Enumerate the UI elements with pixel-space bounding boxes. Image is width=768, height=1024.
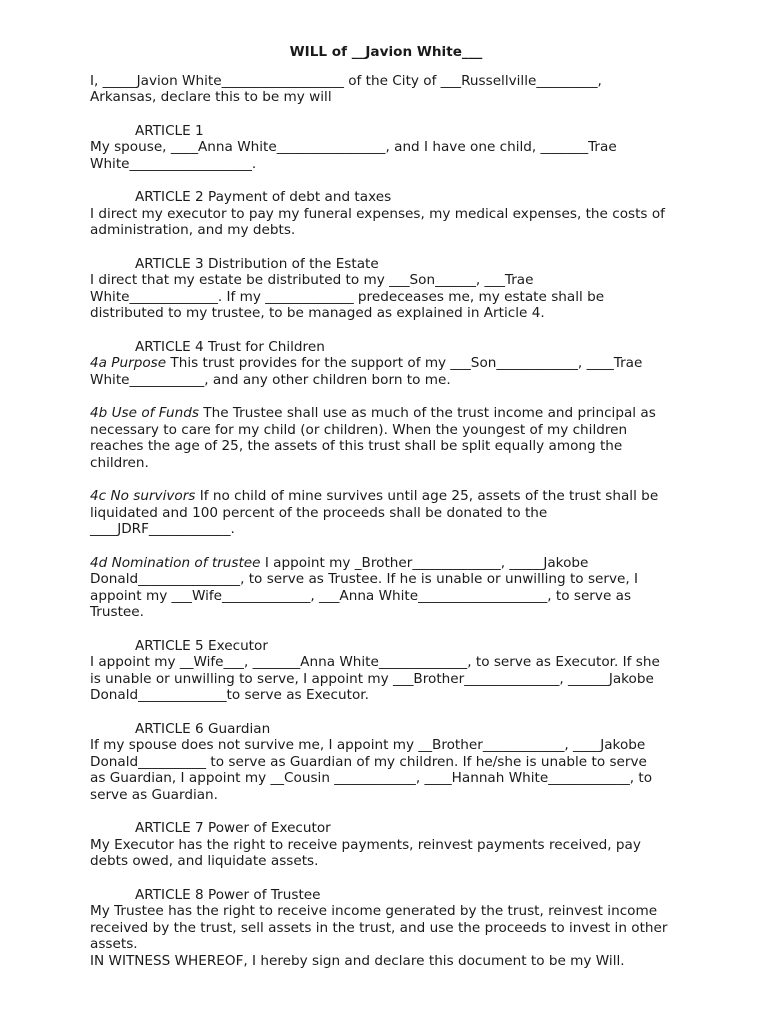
article-5-text: I appoint my __Wife___, _______Anna White_____________, to serve as Executor. If she <box>90 654 660 670</box>
article-2-heading: ARTICLE 2 Payment of debt and taxes <box>135 189 392 205</box>
article-4c-text <box>90 488 682 505</box>
article-4c <box>90 488 682 538</box>
article-1-text: White__________________. <box>90 155 257 172</box>
intro-line: I, _____Javion White__________________ of the City of ___Russellville_________, <box>90 72 602 89</box>
article-4b-text <box>90 405 682 422</box>
article-3-text: distributed to my trustee, to be managed as explained in Article 4. <box>90 305 545 321</box>
article-4d <box>90 555 682 621</box>
article-4a <box>90 339 682 389</box>
article-4d-text <box>90 555 682 572</box>
article-3-text: I direct that my estate be distributed to my ___Son______, ___Trae <box>90 272 534 288</box>
article-4d-body: I appoint my _Brother_____________, _____Jakobe <box>260 554 589 571</box>
article-1-text: My spouse, ____Anna White________________, and I have one child, _______Trae <box>90 139 617 155</box>
article-7-text: My Executor has the right to receive payments, reinvest payments received, pay <box>90 836 641 853</box>
article-4b-text: reaches the age of 25, the assets of this trust shall be split equally among the <box>90 438 623 454</box>
article-4c-lead: 4c No survivors <box>90 488 196 504</box>
article-5-text: Donald_____________to serve as Executor. <box>90 687 369 703</box>
article-6-text: serve as Guardian. <box>90 786 218 803</box>
article-1-heading: ARTICLE 1 <box>135 122 204 139</box>
intro-line: Arkansas, declare this to be my will <box>90 89 332 105</box>
article-4a-body: This trust provides for the support of my ___Son____________, ____Trae <box>166 355 643 371</box>
article-5 <box>90 638 682 704</box>
article-4b-text: necessary to care for my child (or children). When the youngest of my children <box>90 421 628 438</box>
article-6-text: Donald__________ to serve as Guardian of my children. If he/she is unable to serve <box>90 753 647 770</box>
witness-clause: IN WITNESS WHEREOF, I hereby sign and declare this document to be my Will. <box>90 952 625 969</box>
article-4c-body: If no child of mine survives until age 25, assets of the trust shall be <box>195 488 659 504</box>
article-8-text: assets. <box>90 936 138 952</box>
article-3 <box>90 256 682 322</box>
article-4c-text: liquidated and 100 percent of the proceeds shall be donated to the <box>90 504 548 521</box>
article-7 <box>90 820 682 870</box>
article-2-text: administration, and my debts. <box>90 222 296 238</box>
article-1 <box>90 123 682 173</box>
article-4a-text <box>90 355 682 372</box>
article-4d-text: Trustee. <box>90 604 144 620</box>
article-4b-text: children. <box>90 454 149 471</box>
article-6 <box>90 721 682 804</box>
article-4a-lead: 4a Purpose <box>90 355 167 371</box>
article-4a-text: White___________, and any other children born to me. <box>90 371 451 388</box>
article-4-heading: ARTICLE 4 Trust for Children <box>135 338 325 355</box>
article-2 <box>90 189 682 239</box>
article-2-text: I direct my executor to pay my funeral expenses, my medical expenses, the costs of <box>90 205 665 222</box>
article-8-text: My Trustee has the right to receive income generated by the trust, reinvest income <box>90 903 658 919</box>
article-4b-lead: 4b Use of Funds <box>90 405 199 421</box>
article-8 <box>90 887 682 970</box>
article-5-text: is unable or unwilling to serve, I appoint my ___Brother______________, ______Jakobe <box>90 670 654 687</box>
will-document <box>90 44 682 969</box>
article-6-text: as Guardian, I appoint my __Cousin ____________, ____Hannah White____________, to <box>90 770 653 786</box>
article-6-text: If my spouse does not survive me, I appoint my __Brother____________, ____Jakobe <box>90 737 646 753</box>
article-4d-text: Donald_______________, to serve as Trustee. If he is unable or unwilling to serve, I <box>90 571 639 587</box>
article-8-heading: ARTICLE 8 Power of Trustee <box>135 886 321 903</box>
article-7-heading: ARTICLE 7 Power of Executor <box>135 820 331 836</box>
article-3-text: White_____________. If my _____________ predeceases me, my estate shall be <box>90 288 605 305</box>
article-4d-lead: 4d Nomination of trustee <box>90 554 261 571</box>
intro-paragraph <box>90 73 682 106</box>
article-4c-text: ____JDRF____________. <box>90 521 235 537</box>
article-5-heading: ARTICLE 5 Executor <box>135 637 268 654</box>
document-title: WILL of __Javion White___ <box>289 44 483 60</box>
article-4d-text: appoint my ___Wife_____________, ___Anna White___________________, to serve as <box>90 587 632 604</box>
article-6-heading: ARTICLE 6 Guardian <box>135 720 271 737</box>
article-3-heading: ARTICLE 3 Distribution of the Estate <box>135 255 379 272</box>
article-8-text: received by the trust, sell assets in the trust, and use the proceeds to invest in other <box>90 919 668 936</box>
article-4b <box>90 405 682 471</box>
article-4b-body: The Trustee shall use as much of the trust income and principal as <box>198 405 656 421</box>
article-7-text: debts owed, and liquidate assets. <box>90 853 319 869</box>
